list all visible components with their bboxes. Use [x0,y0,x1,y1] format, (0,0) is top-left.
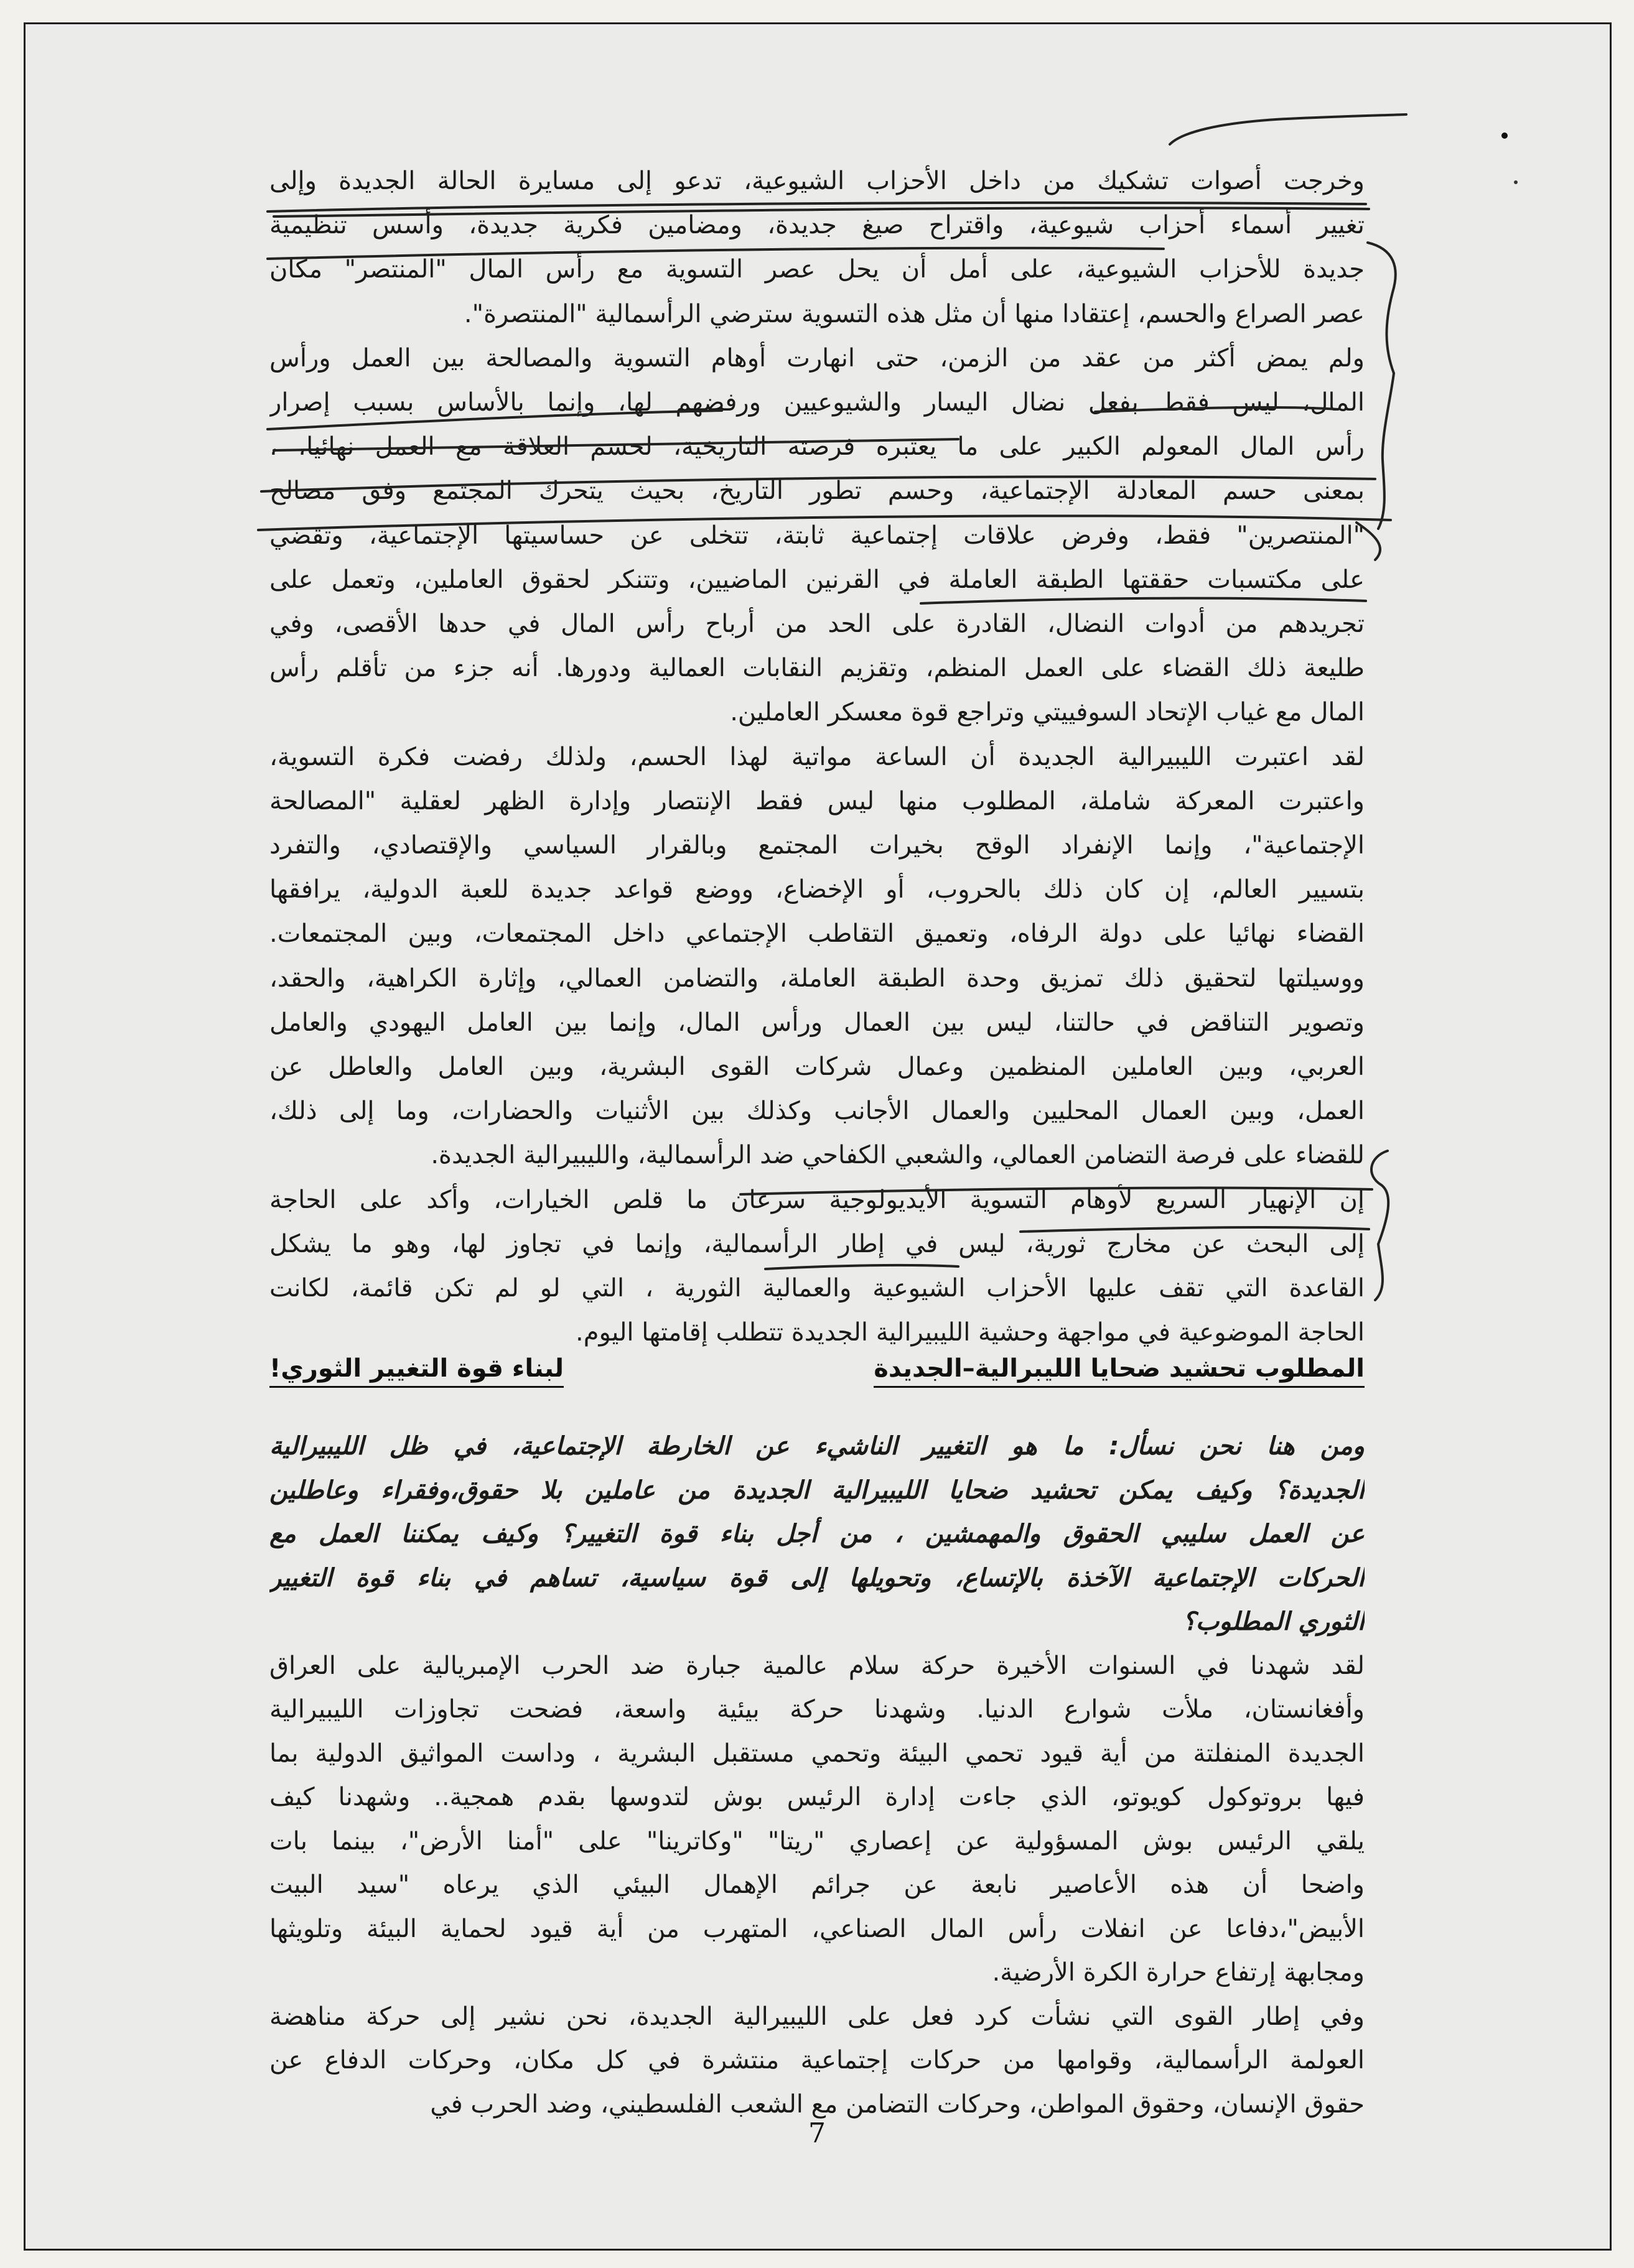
text-line: واعتبرت المعركة شاملة، المطلوب منها ليس فقط الإنتصار وإدارة الظهر لعقلية "المصالحة [269,786,1365,816]
text-line: القضاء نهائيا على دولة الرفاه، وتعميق التقاطب الإجتماعي داخل المجتمعات، وبين المجتمعات. [269,919,1365,949]
text-line: حقوق الإنسان، وحقوق المواطن، وحركات التضامن مع الشعب الفلسطيني، وضد الحرب في [430,2089,1365,2119]
text-line: بتسيير العالم، إن كان ذلك بالحروب، أو الإخضاع، ووضع قواعد جديدة للعبة الدولية، يرافقها [269,875,1365,904]
text-line: إن الإنهيار السريع لأوهام التسوية الأيديولوجية سرعان ما قلص الخيارات، وأكد على الحاجة [269,1185,1365,1214]
text-line: لقد اعتبرت الليبيرالية الجديدة أن الساعة مواتية لهذا الحسم، ولذلك رفضت فكرة التسوية، [269,742,1365,771]
text-line: طليعة ذلك القضاء على العمل المنظم، وتقزيم النقابات العمالية ودورها. أنه جزء من تأقلم رأس [269,654,1365,683]
ink-dot [1501,132,1508,139]
heading-title: المطلوب تحشيد ضحايا الليبرالية–الجديدة [874,1351,1365,1388]
text-line: وأفغانستان، ملأت شوارع الدنيا. وشهدنا حركة بيئية واسعة، فضحت تجاوزات الليبيرالية [269,1695,1365,1724]
ink-dot [1514,180,1518,184]
text-line: لقد شهدنا في السنوات الأخيرة حركة سلام عالمية جبارة ضد الحرب الإمبريالية على العراق [269,1651,1365,1680]
text-line: المال، ليس فقط بفعل نضال اليسار والشيوعيين ورفضهم لها، وإنما بالأساس بسبب إصرار [269,388,1365,417]
text-line: يلقي الرئيس بوش المسؤولية عن إعصاري "ريتا" "وكاترينا" على "أمنا الأرض"، بينما بات [269,1826,1365,1856]
text-line: عصر الصراع والحسم، إعتقادا منها أن مثل هذه التسوية سترضي الرأسمالية "المنتصرة". [464,299,1365,328]
text-line: وخرجت أصوات تشكيك من داخل الأحزاب الشيوعية، تدعو إلى مسايرة الحالة الجديدة وإلى [269,167,1365,195]
text-line: الإجتماعية"، وإنما الإنفراد الوقح بخيرات المجتمع وبالقرار السياسي والإقتصادي، والتفرد [269,831,1365,860]
text-line: الحاجة الموضوعية في مواجهة وحشية الليبيرالية الجديدة تتطلب إقامتها اليوم. [576,1318,1365,1347]
text-line: وفي إطار القوى التي نشأت كرد فعل على الليبيرالية الجديدة، نحن نشير إلى حركة مناهضة [269,2002,1365,2031]
text-line: ومجابهة إرتفاع حرارة الكرة الأرضية. [992,1958,1365,1987]
text-line: وتصوير التناقض في حالتنا، ليس بين العمال ورأس المال، وإنما بين العامل اليهودي والعامل [269,1008,1365,1037]
section-heading [269,1351,1365,1390]
text-line: الحركات الإجتماعية الآخذة بالإتساع، وتحويلها إلى قوة سياسية، تساهم في بناء قوة التغيير [269,1563,1365,1592]
text-line: ولم يمض أكثر من عقد من الزمن، حتى انهارت أوهام التسوية والمصالحة بين العمل ورأس [269,343,1365,373]
text-line: جديدة للأحزاب الشيوعية، على أمل أن يحل عصر التسوية مع رأس المال "المنتصر" مكان [269,255,1365,284]
text-line: تجريدهم من أدوات النضال، القادرة على الحد من أرباح رأس المال في حدها الأقصى، وفي [269,610,1365,638]
text-line: رأس المال المعولم الكبير على ما يعتبره فرصته التاريخية، لحسم العلاقة مع العمل نهائيا، ، [269,432,1365,462]
text-line: للقضاء على فرصة التضامن العمالي، والشعبي الكفاحي ضد الرأسمالية، والليبيرالية الجديدة. [431,1141,1365,1170]
text-line: العولمة الرأسمالية، وقوامها من حركات إجتماعية منتشرة في كل مكان، وحركات الدفاع عن [269,2046,1365,2075]
text-line: فيها بروتوكول كويوتو، الذي جاءت إدارة الرئيس بوش لتدوسها بقدم همجية.. وشهدنا كيف [269,1783,1365,1811]
text-line: الثوري المطلوب؟ [1182,1607,1365,1636]
text-line: المال مع غياب الإتحاد السوفييتي وتراجع قوة معسكر العاملين. [730,698,1365,727]
page-number: 7 [808,2117,826,2149]
text-line: العربي، وبين العاملين المنظمين وعمال شركات القوى البشرية، وبين العامل والعاطل عن [269,1053,1365,1081]
text-line: الأبيض"،دفاعا عن انفلات رأس المال الصناعي، المتهرب من أية قيود لحماية البيئة وتلويثها [269,1914,1365,1943]
text-line: الجديدة المنفلتة من أية قيود تحمي البيئة وتحمي مستقبل البشرية ، وداست المواثيق الدولية بما [269,1739,1365,1768]
text-line: بمعنى حسم المعادلة الإجتماعية، وحسم تطور التاريخ، بحيث يتحرك المجتمع وفق مصالح [269,476,1365,506]
text-line: عن العمل سليبي الحقوق والمهمشين ، من أجل بناء قوة التغيير؟ وكيف يمكننا العمل مع [269,1520,1365,1548]
text-line: ووسيلتها لتحقيق ذلك تمزيق وحدة الطبقة العاملة، والتضامن العمالي، وإثارة الكراهية، والحقد، [269,964,1365,993]
text-line: ومن هنا نحن نسأل: ما هو التغيير الناشيء عن الخارطة الإجتماعية، في ظل الليبيرالية [269,1432,1365,1461]
text-line: القاعدة التي تقف عليها الأحزاب الشيوعية والعمالية الثورية ، التي لو لم تكن قائمة، لكانت [269,1274,1365,1303]
text-line: على مكتسبات حققتها الطبقة العاملة في القرنين الماضيين، وتتنكر لحقوق العاملين، وتعمل على [269,565,1365,594]
text-line: إلى البحث عن مخارج ثورية، ليس في إطار الرأسمالية، وإنما في تجاوز لها، وهو ما يشكل [269,1229,1365,1258]
heading-subtitle: لبناء قوة التغيير الثوري! [269,1351,564,1388]
text-line: الجديدة؟ وكيف يمكن تحشيد ضحايا الليبيرالية الجديدة من عاملين بلا حقوق،وفقراء وعاطلين [269,1476,1365,1505]
text-line: تغيير أسماء أحزاب شيوعية، واقتراح صيغ جديدة، ومضامين فكرية جديدة، وأسس تنظيمية [269,211,1365,240]
text-line: العمل، وبين العمال المحليين والعمال الأجانب وكذلك بين الأثنيات والحضارات، وما إلى ذلك، [269,1097,1365,1126]
text-line: "المنتصرين" فقط، وفرض علاقات إجتماعية ثابتة، تتخلى عن حساسيتها الإجتماعية، وتقضي [269,521,1365,550]
text-line: واضحا أن هذه الأعاصير نابعة عن جرائم الإهمال البيئي الذي يرعاه "سيد البيت [269,1871,1365,1899]
